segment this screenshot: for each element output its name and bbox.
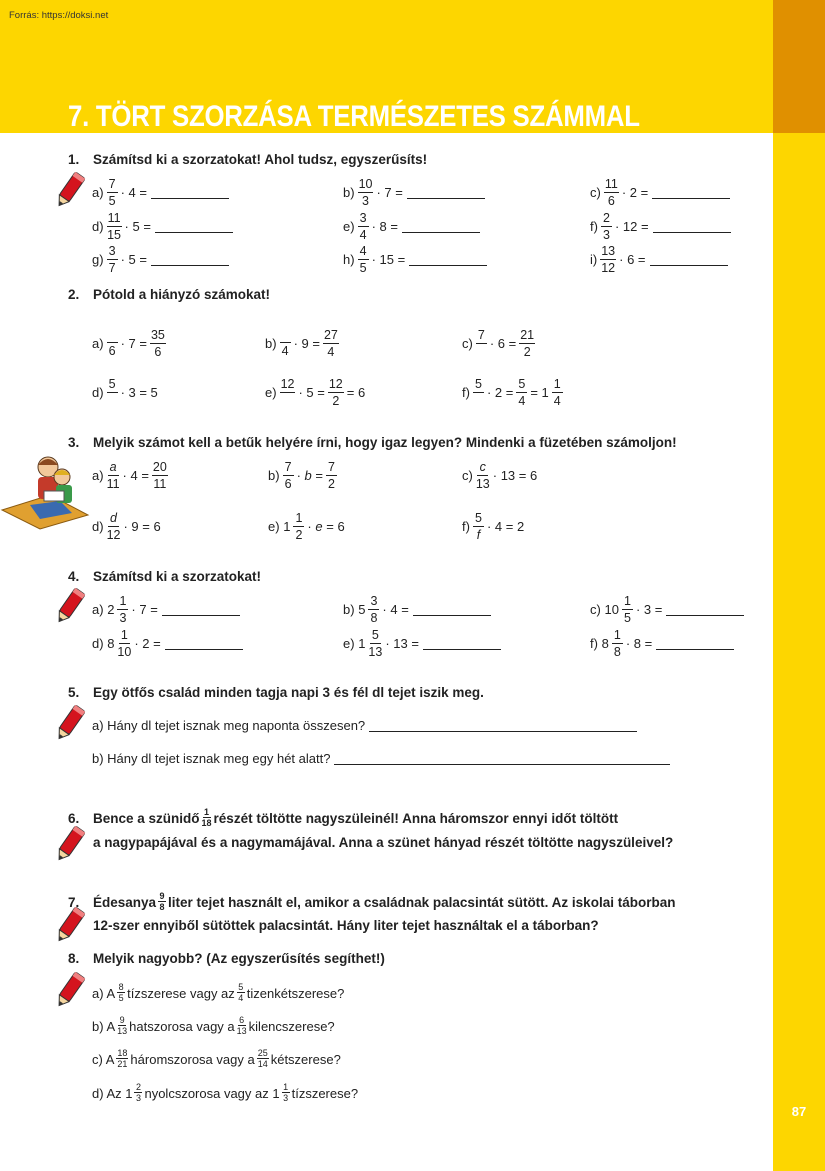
question-6: 6. Bence a szünidő 1 18 részét töltötte nagyszüleinél! Anna háromszor ennyi időt töltött <box>68 807 619 828</box>
question-7-line-2: 12-szer ennyiből sütöttek palacsintát. Hány liter tejet használtak el a táborban? <box>93 918 599 933</box>
answer-blank[interactable] <box>151 186 229 199</box>
question-1: 1. Számítsd ki a szorzatokat! Ahol tudsz, egyszerűsíts! <box>68 152 428 167</box>
q4-item-b: b) 5 3 8 · 4 = <box>343 595 491 624</box>
fraction: 5 <box>107 378 118 407</box>
fraction: 2 3 <box>135 1082 141 1103</box>
q4-item-a: a) 2 1 3 · 7 = <box>92 595 240 624</box>
fraction: 2 3 <box>601 212 612 241</box>
q3-item-f: f) 5 f · 4 = 2 <box>462 511 525 542</box>
fraction: 12 <box>280 377 295 392</box>
fraction: 1 3 <box>117 595 128 624</box>
q1-item-i: i) 13 12 · 6 = <box>590 245 728 274</box>
q3-item-a: a) a 11 · 4 = $\frac{20}{11}$ <box>92 460 167 491</box>
answer-blank[interactable] <box>650 253 728 266</box>
q5-item-b: b) Hány dl tejet isznak meg egy hét alatt? <box>92 751 670 766</box>
page-title: 7. TÖRT SZORZÁSA TERMÉSZETES SZÁMMAL <box>68 100 640 133</box>
pencil-icon <box>50 586 90 626</box>
q1-item-a: a) 7 5 · 4 = <box>92 178 229 207</box>
answer-blank[interactable] <box>162 603 240 616</box>
side-band <box>773 0 825 1171</box>
q5-item-a: a) Hány dl tejet isznak meg naponta összesen? <box>92 718 637 733</box>
question-2: 2. Pótold a hiányzó számokat! <box>68 287 271 302</box>
q2-item-c: c) 7 · 6 = $\frac{21}{2}$ <box>462 328 535 359</box>
question-8: 8. Melyik nagyobb? (Az egyszerűsítés segíthet!) <box>68 951 385 966</box>
q1-item-f: f) 2 3 · 12 = <box>590 212 731 241</box>
q3-item-e: e) 1 1 2 · e = 6 <box>268 511 345 542</box>
q8-item-c: c) A 18 21 háromszorosa vagy a 25 14 kétszerese? <box>92 1048 341 1069</box>
fraction: d 12 <box>106 511 121 542</box>
fraction: a 11 <box>106 460 120 491</box>
fraction: 1 18 <box>201 807 212 828</box>
q4-item-c: c) 10 1 5 · 3 = <box>590 595 744 624</box>
fraction: $\frac{7}{2}$ <box>326 461 337 490</box>
fraction: 18 21 <box>117 1048 128 1069</box>
q2-item-e: e) 12 · 5 = $\frac{12}{2}$ = 6 <box>265 377 366 408</box>
fraction: 1 8 <box>612 629 623 658</box>
fraction: 3 7 <box>107 245 118 274</box>
answer-blank[interactable] <box>369 719 637 732</box>
fraction: $\frac{35}{6}$ <box>150 328 165 359</box>
question-7: 7. Édesanya 9 8 liter tejet használt el, amikor a családnak palacsintát sütött. Az iskolai táborban <box>68 891 676 912</box>
q1-item-h: h) 4 5 · 15 = <box>343 245 487 274</box>
fraction: $\frac{12}{2}$ <box>328 377 343 408</box>
fraction: 11 6 <box>604 177 618 208</box>
answer-blank[interactable] <box>666 603 744 616</box>
fraction: 11 15 <box>107 211 121 242</box>
q2-item-b: b) 4 · 9 = $\frac{27}{4}$ <box>265 328 338 359</box>
fraction: 7 <box>476 329 487 358</box>
answer-blank[interactable] <box>656 637 734 650</box>
q3-item-c: c) c 13 · 13 = 6 <box>462 460 538 491</box>
source-link[interactable]: Forrás: https://doksi.net <box>9 10 109 21</box>
q8-item-d: d) Az 1 2 3 nyolcszorosa vagy az 1 1 3 tízszerese? <box>92 1082 359 1103</box>
page-number: 87 <box>791 1104 807 1119</box>
fraction: 1 10 <box>117 628 132 659</box>
fraction: 5 <box>473 378 484 407</box>
fraction: $\frac{20}{11}$ <box>152 460 167 491</box>
q1-item-e: e) 3 4 · 8 = <box>343 212 480 241</box>
fraction: 10 3 <box>358 177 373 208</box>
fraction: 1 4 <box>552 378 563 407</box>
fraction: 7 5 <box>107 178 118 207</box>
fraction: 25 14 <box>257 1048 268 1069</box>
fraction: 7 6 <box>283 461 294 490</box>
answer-blank[interactable] <box>423 637 501 650</box>
q4-item-d: d) 8 1 10 · 2 = <box>92 629 243 658</box>
q1-item-d: d) 11 15 · 5 = <box>92 212 233 241</box>
fraction: 13 12 <box>601 244 616 275</box>
q4-item-f: f) 8 1 8 · 8 = <box>590 629 734 658</box>
fraction: $\frac{5}{4}$ <box>516 378 527 407</box>
pencil-icon <box>50 170 90 210</box>
answer-blank[interactable] <box>413 603 491 616</box>
fraction: 4 <box>280 329 291 358</box>
q3-item-d: d) d 12 · 9 = 6 <box>92 511 161 542</box>
q4-item-e: e) 1 5 13 · 13 = <box>343 629 501 658</box>
answer-blank[interactable] <box>402 220 480 233</box>
q8-item-a: a) A 8 5 tízszerese vagy az 5 4 tizenkétszerese? <box>92 982 345 1003</box>
fraction: 6 13 <box>236 1015 247 1036</box>
answer-blank[interactable] <box>155 220 233 233</box>
answer-blank[interactable] <box>653 220 731 233</box>
q1-item-g: g) 3 7 · 5 = <box>92 245 229 274</box>
fraction: 4 5 <box>358 245 369 274</box>
question-3: 3. Melyik számot kell a betűk helyére írni, hogy igaz legyen? Mindenki a füzetében számoljon! <box>68 435 677 450</box>
fraction: 1 2 <box>293 512 304 541</box>
fraction: 1 5 <box>622 595 633 624</box>
answer-blank[interactable] <box>165 637 243 650</box>
pencil-icon <box>50 970 90 1010</box>
children-reading-icon <box>0 455 90 530</box>
question-4: 4. Számítsd ki a szorzatokat! <box>68 569 262 584</box>
fraction: 6 <box>107 329 118 358</box>
q1-item-c: c) 11 6 · 2 = <box>590 178 730 207</box>
corner-block <box>773 0 825 133</box>
q3-item-b: b) 7 6 · b = $\frac{7}{2}$ <box>268 461 340 490</box>
pencil-icon <box>50 703 90 743</box>
fraction: 3 4 <box>358 212 369 241</box>
fraction: 5 f <box>473 512 484 541</box>
fraction: $\frac{21}{2}$ <box>520 328 535 359</box>
answer-blank[interactable] <box>652 186 730 199</box>
q1-item-b: b) 10 3 · 7 = <box>343 178 485 207</box>
pencil-icon <box>50 824 90 864</box>
answer-blank[interactable] <box>151 253 229 266</box>
fraction: 1 3 <box>283 1082 289 1103</box>
answer-blank[interactable] <box>407 186 485 199</box>
answer-blank[interactable] <box>409 253 487 266</box>
fraction: 5 4 <box>238 982 244 1003</box>
question-5: 5. Egy ötfős család minden tagja napi 3 és fél dl tejet iszik meg. <box>68 685 484 700</box>
fraction: $\frac{27}{4}$ <box>323 328 338 359</box>
fraction: 8 5 <box>118 982 124 1003</box>
fraction: c 13 <box>475 460 490 491</box>
q2-item-a: a) 6 · 7 = $\frac{35}{6}$ <box>92 328 165 359</box>
q2-item-d: d) 5 · 3 = 5 <box>92 378 158 407</box>
q2-item-f: f) 5 · 2 = $\frac{5}{4}$ = 1 1 4 <box>462 378 566 407</box>
fraction: 5 13 <box>368 628 383 659</box>
fraction: 9 8 <box>159 891 165 912</box>
answer-blank[interactable] <box>334 752 670 765</box>
fraction: 9 13 <box>117 1015 128 1036</box>
fraction: 3 8 <box>368 595 379 624</box>
q8-item-b: b) A 9 13 hatszorosa vagy a 6 13 kilencszerese? <box>92 1015 335 1036</box>
question-6-line-2: a nagypapájával és a nagymamájával. Anna a szünet hányad részét töltötte nagyszüleivel? <box>93 835 674 850</box>
